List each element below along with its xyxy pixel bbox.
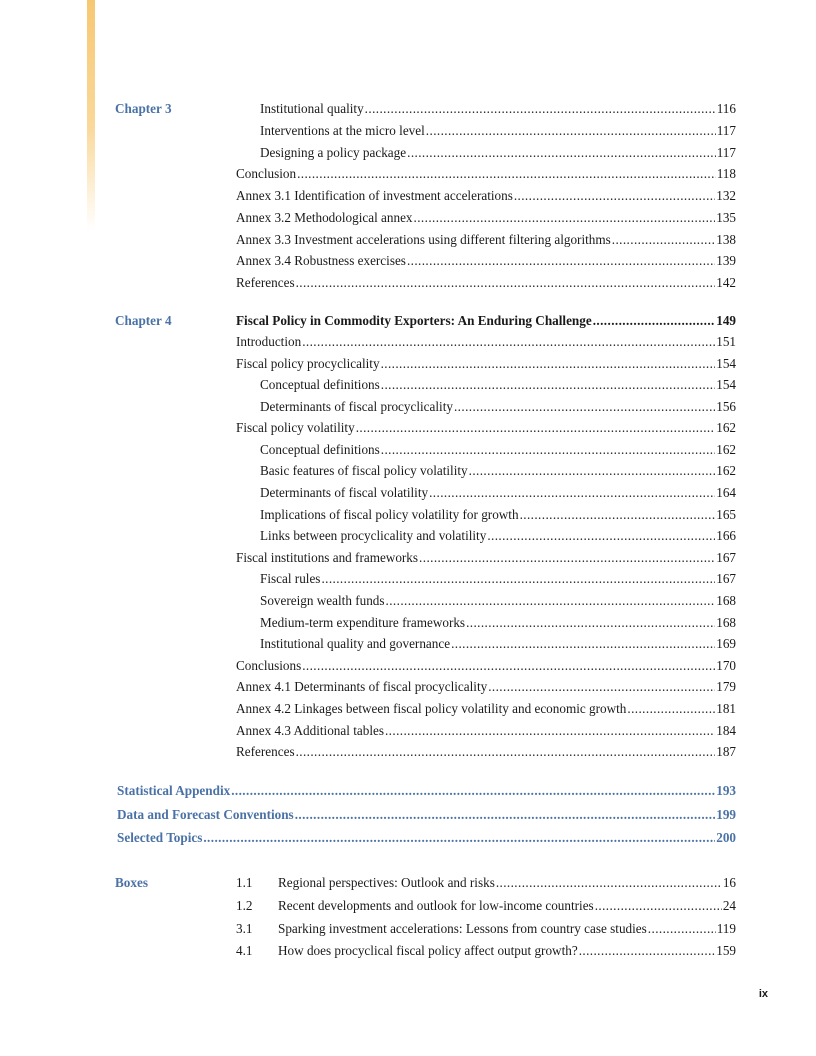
- dot-leader: [414, 209, 716, 227]
- toc-entry[interactable]: [260, 462, 736, 480]
- toc-entry-title: Implications of fiscal policy volatility for growth: [260, 507, 519, 522]
- toc-entry-title: Conclusions: [236, 658, 302, 673]
- statistical-appendix-entry[interactable]: [117, 782, 736, 800]
- toc-entry-title: Institutional quality and governance: [260, 636, 451, 651]
- dot-leader: [407, 252, 715, 270]
- toc-entry-title: Annex 4.3 Additional tables: [236, 723, 384, 738]
- margin-accent-bar: [87, 0, 95, 230]
- toc-entry-page: 167: [716, 571, 736, 586]
- toc-entry-title: Annex 3.4 Robustness exercises: [236, 253, 406, 268]
- dot-leader: [429, 484, 715, 502]
- toc-entry-page: 24: [722, 898, 736, 913]
- dot-leader: [381, 355, 716, 373]
- box-entry[interactable]: [236, 942, 736, 960]
- toc-entry-page: 168: [716, 593, 736, 608]
- box-number: 1.2: [236, 898, 253, 913]
- dot-leader: [595, 897, 722, 915]
- toc-entry-title: Fiscal institutions and frameworks: [236, 550, 419, 565]
- dot-leader: [381, 441, 715, 459]
- toc-entry-title: Determinants of fiscal procyclicality: [260, 399, 453, 414]
- dot-leader: [302, 333, 715, 351]
- dot-leader: [488, 678, 715, 696]
- chapter-4-title[interactable]: [236, 312, 736, 330]
- selected-topics-entry[interactable]: [117, 829, 736, 847]
- toc-entry-title: Annex 3.3 Investment accelerations using different filtering algorithms: [236, 232, 611, 247]
- box-number: 1.1: [236, 875, 253, 890]
- toc-entry-title: Conceptual definitions: [260, 377, 380, 392]
- toc-entry-title: Designing a policy package: [260, 145, 407, 160]
- dot-leader: [386, 592, 716, 610]
- toc-entry[interactable]: [236, 657, 736, 675]
- toc-entry-title: Annex 3.2 Methodological annex: [236, 210, 413, 225]
- toc-entry[interactable]: [260, 527, 736, 545]
- toc-entry-page: 117: [716, 123, 736, 138]
- toc-entry-page: 187: [716, 744, 736, 759]
- dot-leader: [579, 942, 716, 960]
- chapter-4-label: Chapter 4: [115, 313, 172, 328]
- toc-entry-title: Sovereign wealth funds: [260, 593, 385, 608]
- toc-entry-page: 162: [716, 463, 736, 478]
- dot-leader: [365, 100, 716, 118]
- toc-entry[interactable]: [260, 122, 736, 140]
- toc-entry[interactable]: [260, 635, 736, 653]
- toc-entry[interactable]: [236, 549, 736, 567]
- dot-leader: [496, 874, 722, 892]
- toc-entry[interactable]: [260, 506, 736, 524]
- toc-entry[interactable]: [236, 743, 736, 761]
- toc-entry-title: Annex 4.1 Determinants of fiscal procyclicality: [236, 679, 488, 694]
- toc-entry-title: References: [236, 744, 295, 759]
- toc-entry-page: 156: [716, 399, 736, 414]
- toc-entry-title: Sparking investment accelerations: Lessons from country case studies: [278, 921, 647, 936]
- toc-entry-page: 154: [716, 377, 736, 392]
- chapter-3-label: Chapter 3: [115, 101, 172, 116]
- toc-entry-title: Annex 4.2 Linkages between fiscal policy volatility and economic growth: [236, 701, 627, 716]
- toc-entry-title: Interventions at the micro level: [260, 123, 425, 138]
- toc-entry-title: Data and Forecast Conventions: [117, 807, 294, 822]
- dot-leader: [520, 506, 716, 524]
- toc-entry-page: 200: [716, 830, 736, 845]
- toc-entry-page: 165: [716, 507, 736, 522]
- toc-entry[interactable]: [236, 333, 736, 351]
- dot-leader: [407, 144, 716, 162]
- dot-leader: [451, 635, 715, 653]
- dot-leader: [466, 614, 715, 632]
- dot-leader: [419, 549, 715, 567]
- box-entry[interactable]: [236, 897, 736, 915]
- dot-leader: [296, 274, 716, 292]
- toc-entry[interactable]: [236, 722, 736, 740]
- toc-entry[interactable]: [236, 187, 736, 205]
- toc-entry-page: 167: [716, 550, 736, 565]
- dot-leader: [487, 527, 715, 545]
- toc-entry[interactable]: [260, 484, 736, 502]
- toc-entry-title: Links between procyclicality and volatility: [260, 528, 487, 543]
- dot-leader: [648, 920, 716, 938]
- dot-leader: [426, 122, 716, 140]
- toc-entry[interactable]: [260, 376, 736, 394]
- toc-entry-title: Institutional quality: [260, 101, 364, 116]
- toc-entry-page: 164: [716, 485, 736, 500]
- toc-entry[interactable]: [260, 144, 736, 162]
- toc-entry-title: Annex 3.1 Identification of investment accelerations: [236, 188, 513, 203]
- toc-entry-title: Introduction: [236, 334, 302, 349]
- toc-entry-page: 142: [716, 275, 736, 290]
- boxes-label: Boxes: [115, 875, 148, 890]
- dot-leader: [231, 782, 715, 800]
- toc-entry-page: 118: [716, 166, 736, 181]
- toc-entry-page: 184: [716, 723, 736, 738]
- toc-entry-title: Conclusion: [236, 166, 297, 181]
- dot-leader: [612, 231, 715, 249]
- toc-entry-page: 166: [716, 528, 736, 543]
- toc-entry-title: References: [236, 275, 295, 290]
- box-entry[interactable]: [236, 874, 736, 892]
- dot-leader: [295, 806, 716, 824]
- toc-entry-page: 154: [716, 356, 736, 371]
- dot-leader: [321, 570, 715, 588]
- toc-entry[interactable]: [236, 209, 736, 227]
- page-number: ix: [758, 988, 768, 1000]
- toc-entry[interactable]: [236, 419, 736, 437]
- toc-entry-page: 199: [716, 807, 736, 822]
- toc-entry[interactable]: [236, 274, 736, 292]
- toc-entry-page: 132: [716, 188, 736, 203]
- toc-entry-title: Recent developments and outlook for low-income countries: [278, 898, 594, 913]
- toc-entry[interactable]: [236, 231, 736, 249]
- toc-entry[interactable]: [260, 100, 736, 118]
- dot-leader: [381, 376, 715, 394]
- toc-entry[interactable]: [236, 355, 736, 373]
- box-number: 4.1: [236, 943, 253, 958]
- toc-entry-page: 181: [716, 701, 736, 716]
- toc-entry[interactable]: [260, 570, 736, 588]
- toc-entry[interactable]: [260, 592, 736, 610]
- toc-entry-title: Statistical Appendix: [117, 783, 231, 798]
- toc-entry[interactable]: [236, 678, 736, 696]
- toc-entry[interactable]: [260, 614, 736, 632]
- dot-leader: [469, 462, 716, 480]
- dot-leader: [385, 722, 715, 740]
- dot-leader: [203, 829, 715, 847]
- toc-entry-title: Basic features of fiscal policy volatility: [260, 463, 468, 478]
- toc-entry[interactable]: [236, 252, 736, 270]
- dot-leader: [454, 398, 715, 416]
- toc-entry-page: 139: [716, 253, 736, 268]
- toc-entry-title: How does procyclical fiscal policy affect output growth?: [278, 943, 578, 958]
- dot-leader: [297, 165, 716, 183]
- box-number: 3.1: [236, 921, 253, 936]
- toc-entry-page: 138: [716, 232, 736, 247]
- dot-leader: [593, 312, 716, 330]
- toc-entry-page: 119: [716, 921, 736, 936]
- data-forecast-conventions-entry[interactable]: [117, 806, 736, 824]
- toc-entry-title: Determinants of fiscal volatility: [260, 485, 429, 500]
- toc-entry-page: 151: [716, 334, 736, 349]
- toc-entry-page: 193: [716, 783, 736, 798]
- toc-entry-title: Fiscal rules: [260, 571, 321, 586]
- toc-entry-page: 162: [716, 442, 736, 457]
- toc-entry-title: Conceptual definitions: [260, 442, 380, 457]
- toc-entry-page: 117: [716, 145, 736, 160]
- toc-entry-page: 169: [716, 636, 736, 651]
- toc-entry[interactable]: [260, 441, 736, 459]
- toc-entry-page: 149: [716, 313, 736, 328]
- toc-entry-title: Fiscal policy volatility: [236, 420, 355, 435]
- toc-entry-page: 16: [722, 875, 736, 890]
- toc-entry-title: Fiscal policy procyclicality: [236, 356, 380, 371]
- toc-entry-page: 170: [716, 658, 736, 673]
- toc-entry[interactable]: [236, 700, 736, 718]
- toc-entry-title: Medium-term expenditure frameworks: [260, 615, 466, 630]
- toc-entry-title: Regional perspectives: Outlook and risks: [278, 875, 495, 890]
- toc-entry-title: Selected Topics: [117, 830, 203, 845]
- toc-entry-page: 168: [716, 615, 736, 630]
- toc-entry-page: 116: [716, 101, 736, 116]
- dot-leader: [302, 657, 715, 675]
- dot-leader: [356, 419, 716, 437]
- toc-entry-page: 162: [716, 420, 736, 435]
- toc-entry-page: 135: [716, 210, 736, 225]
- toc-entry-page: 159: [716, 943, 736, 958]
- toc-entry-page: 179: [716, 679, 736, 694]
- toc-entry[interactable]: [236, 165, 736, 183]
- toc-entry[interactable]: [260, 398, 736, 416]
- dot-leader: [627, 700, 715, 718]
- toc-entry-title: Fiscal Policy in Commodity Exporters: An Enduring Challenge: [236, 313, 592, 328]
- box-entry[interactable]: [236, 920, 736, 938]
- dot-leader: [514, 187, 715, 205]
- dot-leader: [296, 743, 716, 761]
